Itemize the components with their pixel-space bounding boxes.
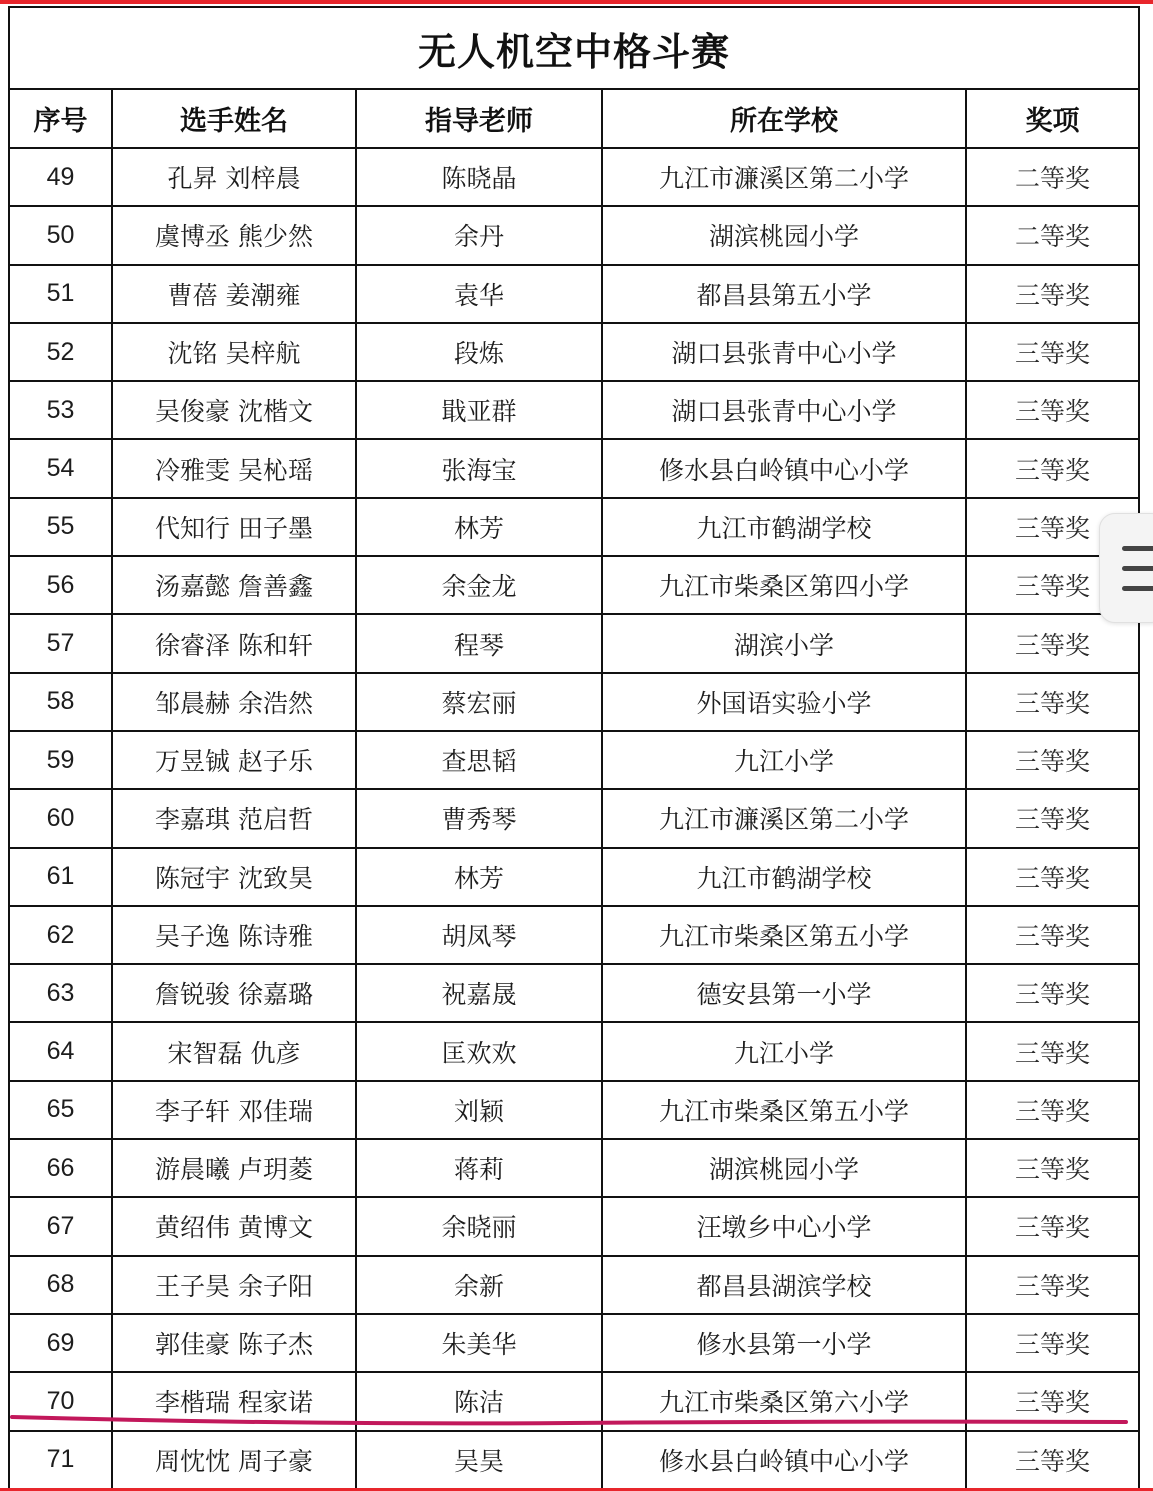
table-row	[10, 265, 1138, 323]
player-names: 詹锐骏 徐嘉璐	[112, 964, 356, 1022]
header-player-names: 选手姓名	[112, 90, 356, 148]
school: 湖滨小学	[602, 614, 966, 672]
player-names: 李嘉琪 范启哲	[112, 789, 356, 847]
instructor: 张海宝	[356, 439, 602, 497]
player-names: 曹蓓 姜潮雍	[112, 265, 356, 323]
school: 都昌县湖滨学校	[602, 1256, 966, 1314]
school: 外国语实验小学	[602, 673, 966, 731]
school: 湖口县张青中心小学	[602, 323, 966, 381]
school: 九江市柴桑区第五小学	[602, 1081, 966, 1139]
award: 三等奖	[966, 1431, 1138, 1489]
table-row	[10, 673, 1138, 731]
award: 三等奖	[966, 906, 1138, 964]
table-row	[10, 439, 1138, 497]
player-names: 黄绍伟 黄博文	[112, 1197, 356, 1255]
row-index: 53	[10, 381, 112, 439]
instructor: 吴昊	[356, 1431, 602, 1489]
school: 都昌县第五小学	[602, 265, 966, 323]
player-names: 万昱铖 赵子乐	[112, 731, 356, 789]
school: 湖口县张青中心小学	[602, 381, 966, 439]
award: 三等奖	[966, 848, 1138, 906]
award: 二等奖	[966, 206, 1138, 264]
award: 三等奖	[966, 964, 1138, 1022]
player-names: 李楷瑞 程家诺	[112, 1372, 356, 1430]
school: 九江市柴桑区第五小学	[602, 906, 966, 964]
award: 三等奖	[966, 265, 1138, 323]
player-names: 周忱忱 周子豪	[112, 1431, 356, 1489]
school: 九江小学	[602, 731, 966, 789]
player-names: 汤嘉懿 詹善鑫	[112, 556, 356, 614]
school: 修水县第一小学	[602, 1314, 966, 1372]
row-index: 70	[10, 1372, 112, 1430]
table-row	[10, 1022, 1138, 1080]
row-index: 69	[10, 1314, 112, 1372]
table-row	[10, 1256, 1138, 1314]
player-names: 徐睿泽 陈和轩	[112, 614, 356, 672]
row-index: 66	[10, 1139, 112, 1197]
instructor: 曹秀琴	[356, 789, 602, 847]
instructor: 程琴	[356, 614, 602, 672]
school: 九江小学	[602, 1022, 966, 1080]
instructor: 余新	[356, 1256, 602, 1314]
instructor: 蒋莉	[356, 1139, 602, 1197]
table-row	[10, 964, 1138, 1022]
player-names: 沈铭 吴梓航	[112, 323, 356, 381]
row-index: 52	[10, 323, 112, 381]
instructor: 陈晓晶	[356, 148, 602, 206]
row-index: 71	[10, 1431, 112, 1489]
award-table	[10, 90, 1138, 1490]
row-index: 62	[10, 906, 112, 964]
player-names: 邹晨赫 余浩然	[112, 673, 356, 731]
row-index: 56	[10, 556, 112, 614]
award: 三等奖	[966, 1139, 1138, 1197]
instructor: 余晓丽	[356, 1197, 602, 1255]
table-row	[10, 381, 1138, 439]
table-row	[10, 1372, 1138, 1430]
school: 九江市濂溪区第二小学	[602, 789, 966, 847]
school: 九江市鹤湖学校	[602, 498, 966, 556]
school: 九江市柴桑区第四小学	[602, 556, 966, 614]
instructor: 朱美华	[356, 1314, 602, 1372]
row-index: 50	[10, 206, 112, 264]
school: 九江市濂溪区第二小学	[602, 148, 966, 206]
award: 三等奖	[966, 1081, 1138, 1139]
table-row	[10, 556, 1138, 614]
player-names: 游晨曦 卢玥菱	[112, 1139, 356, 1197]
award: 三等奖	[966, 673, 1138, 731]
award: 三等奖	[966, 789, 1138, 847]
award: 三等奖	[966, 439, 1138, 497]
player-names: 陈冠宇 沈致昊	[112, 848, 356, 906]
table-title: 无人机空中格斗赛	[417, 29, 730, 74]
table-row	[10, 1314, 1138, 1372]
award-table-sheet	[8, 6, 1140, 1490]
table-row	[10, 789, 1138, 847]
table-row	[10, 1431, 1138, 1489]
award: 三等奖	[966, 614, 1138, 672]
table-row	[10, 848, 1138, 906]
row-index: 54	[10, 439, 112, 497]
player-names: 宋智磊 仇彦	[112, 1022, 356, 1080]
row-index: 57	[10, 614, 112, 672]
top-border-line	[0, 0, 1153, 4]
award: 三等奖	[966, 1314, 1138, 1372]
player-names: 李子轩 邓佳瑞	[112, 1081, 356, 1139]
row-index: 64	[10, 1022, 112, 1080]
table-row	[10, 498, 1138, 556]
row-index: 67	[10, 1197, 112, 1255]
instructor: 蔡宏丽	[356, 673, 602, 731]
school: 修水县白岭镇中心小学	[602, 1431, 966, 1489]
award: 三等奖	[966, 1022, 1138, 1080]
award: 二等奖	[966, 148, 1138, 206]
instructor: 余金龙	[356, 556, 602, 614]
award: 三等奖	[966, 1197, 1138, 1255]
header-school: 所在学校	[602, 90, 966, 148]
instructor: 余丹	[356, 206, 602, 264]
player-names: 王子昊 余子阳	[112, 1256, 356, 1314]
school: 湖滨桃园小学	[602, 206, 966, 264]
instructor: 刘颖	[356, 1081, 602, 1139]
instructor: 林芳	[356, 848, 602, 906]
row-index: 49	[10, 148, 112, 206]
header-instructor: 指导老师	[356, 90, 602, 148]
table-row	[10, 906, 1138, 964]
instructor: 戢亚群	[356, 381, 602, 439]
table-row	[10, 323, 1138, 381]
instructor: 胡凤琴	[356, 906, 602, 964]
row-index: 51	[10, 265, 112, 323]
player-names: 虞博丞 熊少然	[112, 206, 356, 264]
table-row	[10, 1081, 1138, 1139]
table-row	[10, 1139, 1138, 1197]
player-names: 孔昇 刘梓晨	[112, 148, 356, 206]
header-award: 奖项	[966, 90, 1138, 148]
instructor: 陈洁	[356, 1372, 602, 1430]
row-index: 60	[10, 789, 112, 847]
award: 三等奖	[966, 1372, 1138, 1430]
row-index: 58	[10, 673, 112, 731]
table-row	[10, 731, 1138, 789]
row-index: 61	[10, 848, 112, 906]
table-row	[10, 1197, 1138, 1255]
school: 德安县第一小学	[602, 964, 966, 1022]
award: 三等奖	[966, 498, 1138, 556]
table-title-row	[10, 6, 1138, 90]
award: 三等奖	[966, 381, 1138, 439]
table-header-row	[10, 90, 1138, 148]
table-row	[10, 614, 1138, 672]
row-index: 59	[10, 731, 112, 789]
table-body	[10, 148, 1138, 1489]
instructor: 匡欢欢	[356, 1022, 602, 1080]
player-names: 冷雅雯 吴杺瑶	[112, 439, 356, 497]
player-names: 吴俊豪 沈楷文	[112, 381, 356, 439]
row-index: 55	[10, 498, 112, 556]
school: 九江市柴桑区第六小学	[602, 1372, 966, 1430]
row-index: 63	[10, 964, 112, 1022]
row-index: 65	[10, 1081, 112, 1139]
instructor: 查思韬	[356, 731, 602, 789]
header-index: 序号	[10, 90, 112, 148]
school: 湖滨桃园小学	[602, 1139, 966, 1197]
player-names: 吴子逸 陈诗雅	[112, 906, 356, 964]
instructor: 林芳	[356, 498, 602, 556]
instructor: 袁华	[356, 265, 602, 323]
award: 三等奖	[966, 1256, 1138, 1314]
instructor: 段炼	[356, 323, 602, 381]
player-names: 代知行 田子墨	[112, 498, 356, 556]
table-row	[10, 148, 1138, 206]
school: 九江市鹤湖学校	[602, 848, 966, 906]
player-names: 郭佳豪 陈子杰	[112, 1314, 356, 1372]
floating-menu-handle[interactable]	[1099, 513, 1153, 623]
school: 汪墩乡中心小学	[602, 1197, 966, 1255]
school: 修水县白岭镇中心小学	[602, 439, 966, 497]
award: 三等奖	[966, 323, 1138, 381]
instructor: 祝嘉晟	[356, 964, 602, 1022]
table-row	[10, 206, 1138, 264]
award: 三等奖	[966, 731, 1138, 789]
award: 三等奖	[966, 556, 1138, 614]
row-index: 68	[10, 1256, 112, 1314]
